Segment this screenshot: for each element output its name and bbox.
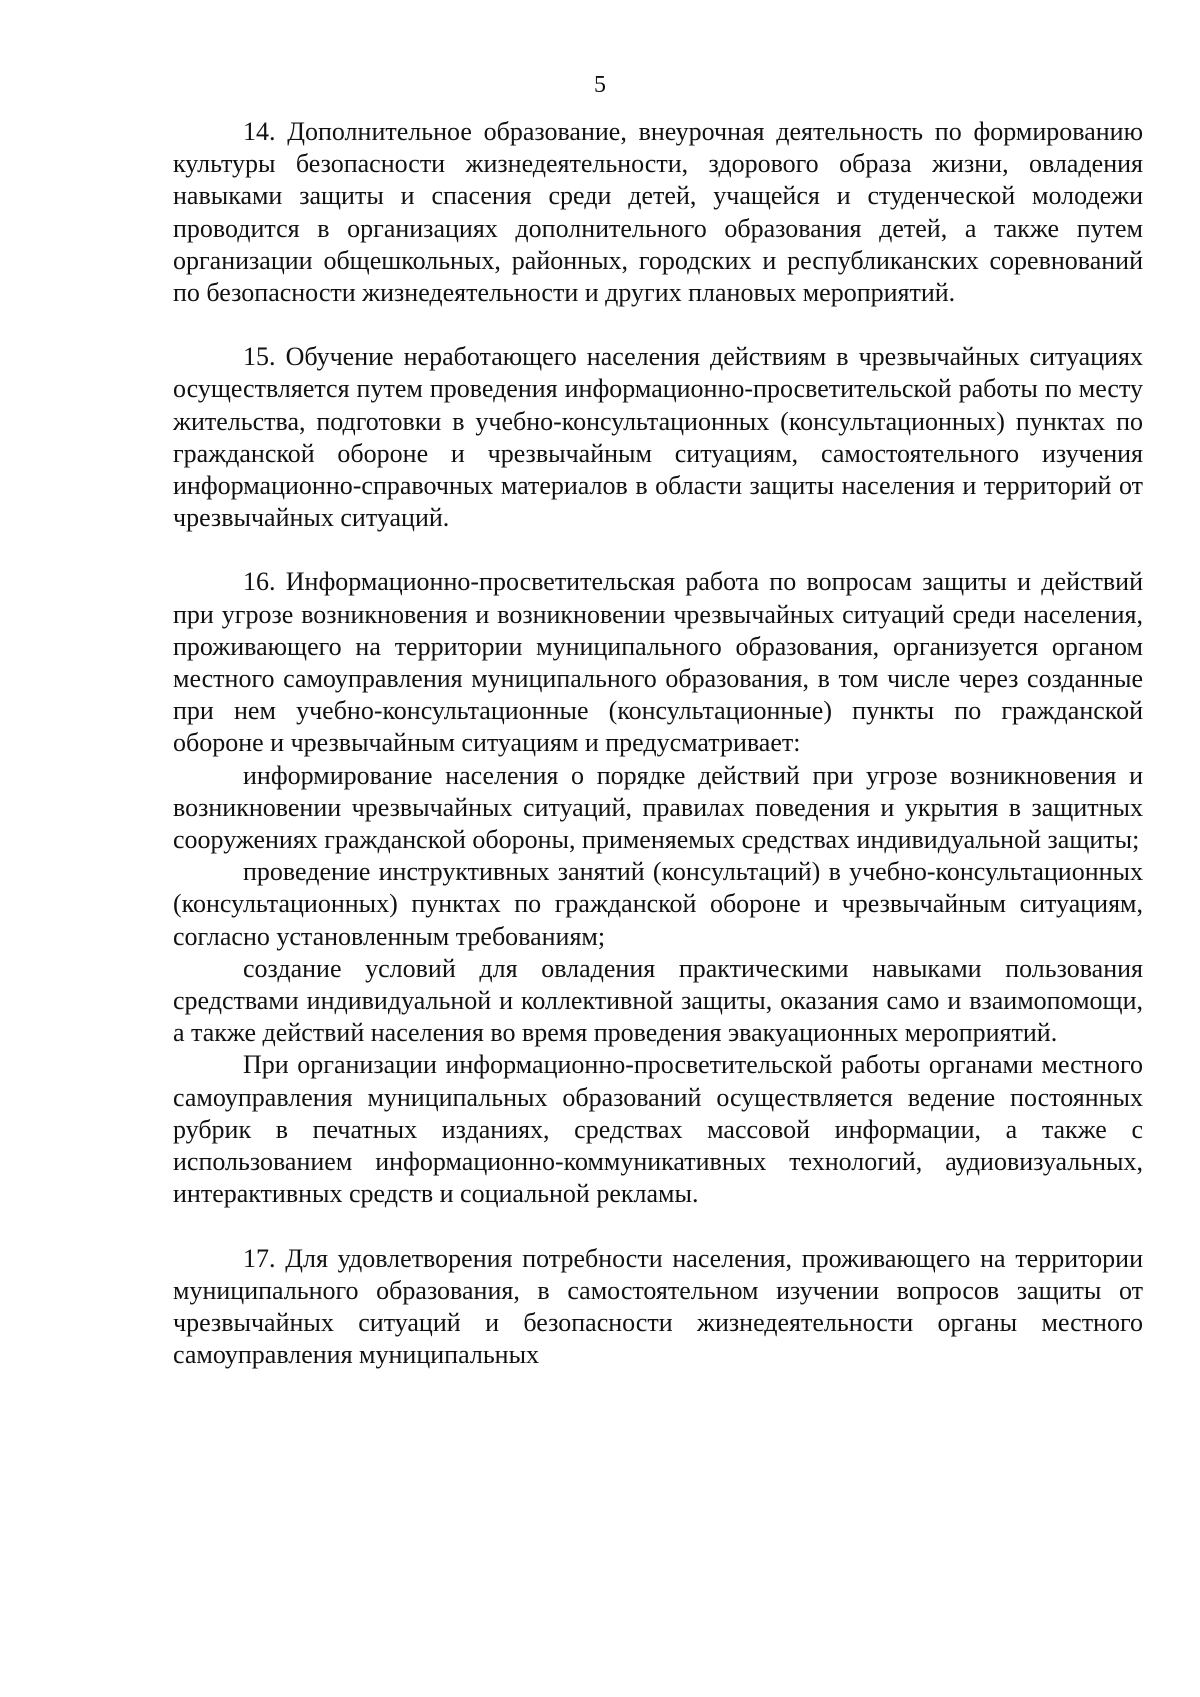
- page-number: 5: [594, 72, 606, 98]
- list-item-briefings: проведение инструктивных занятий (консультаций) в учебно-консультационных (консультационных) пунктах по гражданской обороне и чрезвычайным ситуациям, согласно установленным требованиям;: [173, 857, 1143, 951]
- paragraph-outreach: При организации информационно-просветительской работы органами местного самоуправления муниципальных образований осуществляется ведение постоянных рубрик в печатных изданиях, средствах массовой информации, а также с использованием информационно-коммуникативных технологий, аудиовизуальных, интерактивных средств и социальной рекламы.: [173, 1050, 1143, 1209]
- paragraph-14: 14. Дополнительное образование, внеурочная деятельность по формированию культуры безопасности жизнедеятельности, здорового образа жизни, овладения навыками защиты и спасения среди детей, учащейся и студенческой молодежи проводится в организациях дополнительного образования детей, а также путем организации общешкольных, районных, городских и республиканских соревнований по безопасности жизнедеятельности и других плановых мероприятий.: [173, 117, 1143, 308]
- paragraph-15: 15. Обучение неработающего населения действиям в чрезвычайных ситуациях осуществляется путем проведения информационно-просветительской работы по месту жительства, подготовки в учебно-консультационных (консультационных) пунктах по гражданской обороне и чрезвычайным ситуациям, самостоятельного изучения информационно-справочных материалов в области защиты населения и территорий от чрезвычайных ситуаций.: [173, 342, 1143, 533]
- paragraph-17: 17. Для удовлетворения потребности населения, проживающего на территории муниципального образования, в самостоятельном изучении вопросов защиты от чрезвычайных ситуаций и безопасности жизнедеятельности органы местного самоуправления муниципальных: [173, 1243, 1143, 1370]
- paragraph-16: 16. Информационно-просветительская работа по вопросам защиты и действий при угрозе возникновения и возникновении чрезвычайных ситуаций среди населения, проживающего на территории муниципального образования, организуется органом местного самоуправления муниципального образования, в том числе через созданные при нем учебно-консультационные (консультационные) пункты по гражданской обороне и чрезвычайным ситуациям и предусматривает:: [173, 567, 1143, 758]
- list-item-conditions: создание условий для овладения практическими навыками пользования средствами индивидуальной и коллективной защиты, оказания само и взаимопомощи, а также действий населения во время проведения эвакуационных мероприятий.: [173, 953, 1143, 1048]
- document-body: [173, 116, 1143, 1371]
- list-item-informing: информирование населения о порядке действий при угрозе возникновения и возникновении чрезвычайных ситуаций, правилах поведения и укрытия в защитных сооружениях гражданской обороны, применяемых средствах индивидуальной защиты;: [173, 760, 1143, 855]
